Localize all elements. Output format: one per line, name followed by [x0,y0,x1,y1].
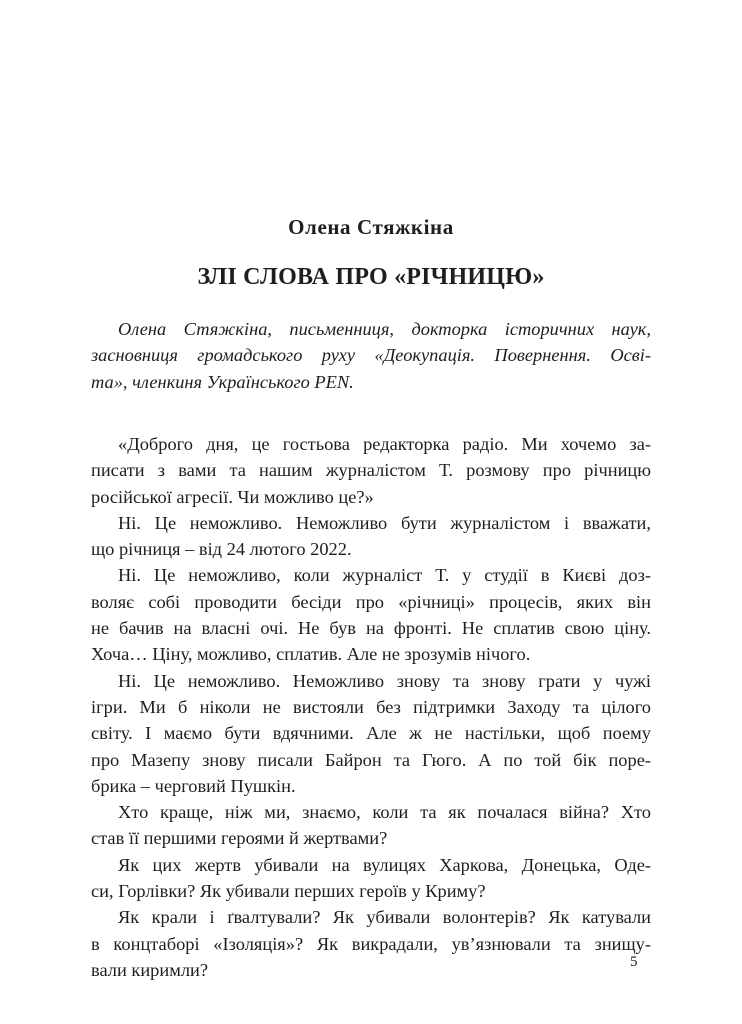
body-line: ігри. Ми б ніколи не вистояли без підтримки Заходу та цілого [91,696,651,717]
body-line: Хто краще, ніж ми, знаємо, коли та як почалася війна? Хто [118,802,651,823]
body-line: що річниця – від 24 лютого 2022. [91,539,352,560]
body-line: російської агресії. Чи можливо це?» [91,486,374,507]
body-line: Як крали і ґвалтували? Як убивали волонтерів? Як катували [118,907,651,928]
epigraph-line: та», членкиня Українського PEN. [91,371,354,392]
body-line: в концтаборі «Ізоляція»? Як викрадали, ув’язнювали та знищу- [91,933,651,954]
author-name: Олена Стяжкіна [288,215,454,239]
body-text [91,431,651,983]
epigraph-line: засновниця громадського руху «Деокупація. Повернення. Осві- [91,345,651,366]
body-line: Як цих жертв убивали на вулицях Харкова, Донецька, Оде- [118,854,651,875]
body-line: воляє собі проводити бесіди про «річниці» процесів, яких він [91,591,651,612]
epigraph [91,316,651,395]
body-line: писати з вами та нашим журналістом Т. розмову про річницю [91,460,651,481]
body-line: став її першими героями й жертвами? [91,828,388,849]
body-line: Ні. Це неможливо. Неможливо знову та знову грати у чужі [118,670,651,691]
body-line: Ні. Це неможливо. Неможливо бути журналістом і вважати, [118,512,651,533]
body-line: світу. І маємо бути вдячними. Але ж не настільки, щоб поему [91,723,651,744]
body-line: брика – черговий Пушкін. [91,775,296,796]
epigraph-line: Олена Стяжкіна, письменниця, докторка історичних наук, [118,319,651,339]
page-number: 5 [630,954,638,970]
chapter-title: ЗЛІ СЛОВА ПРО «РІЧНИЦЮ» [197,264,545,290]
body-line: не бачив на власні очі. Не був на фронті. Не сплатив свою ціну. [91,618,651,639]
body-line: вали киримли? [91,959,209,980]
body-line: Ні. Це неможливо, коли журналіст Т. у студії в Києві доз- [118,565,651,586]
body-line: «Доброго дня, це гостьова редакторка радіо. Ми хочемо за- [118,434,651,454]
body-line: Хоча… Ціну, можливо, сплатив. Але не зрозумів нічого. [91,644,531,665]
body-line: про Мазепу знову писали Байрон та Гюго. А по той бік поре- [91,749,651,770]
body-line: си, Горлівки? Як убивали перших героїв у Криму? [91,881,486,902]
